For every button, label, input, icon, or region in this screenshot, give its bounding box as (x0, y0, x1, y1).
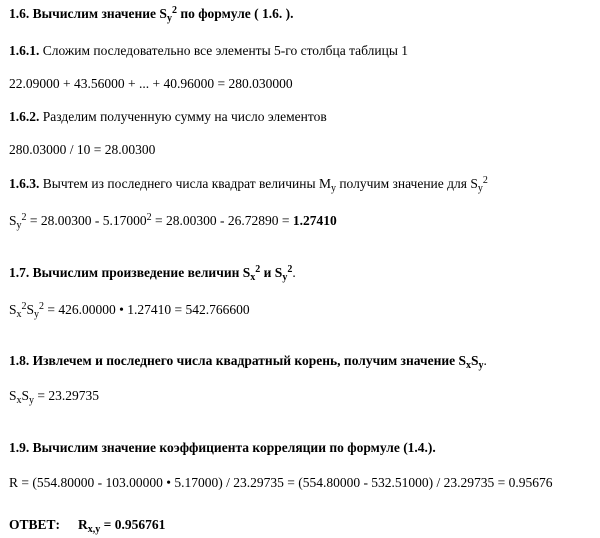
section-1-7-heading: 1.7. Вычислим произведение величин $S_x^2$ и $S_y^2$. (9, 264, 296, 283)
section-1-8-heading: 1.8. Извлечем и последнего числа квадратный корень, получим значение $S_xS_y$. (9, 353, 487, 371)
answer-value: = 0.956761 (100, 517, 166, 532)
section-1-6-3-calc: $S_y^2 = 28.00300 - 5.17000^2 = 28.00300 - 26.72890 = 1.27410$ (9, 212, 337, 231)
section-1-6-3-text: 1.6.3. Вычтем из последнего числа квадрат величины $M_y$ получим значение для $S_y^2$ (9, 175, 488, 194)
section-1-7-calc: $S_x^2S_y^2 = 426.00000$ • 1.27410 = 542.766600 (9, 301, 250, 320)
section-1-6-heading: 1.6. Вычислим значение $S_y^2$ по формуле ( 1.6. ). (9, 5, 294, 24)
section-1-9-calc: R = (554.80000 - 103.00000 • 5.17000) / 23.29735 = (554.80000 - 532.51000) / 23.29735 = 0.95676 (9, 475, 553, 490)
section-1-6-1-text: 1.6.1. Сложим последовательно все элементы 5-го столбца таблицы 1 (9, 43, 409, 58)
section-1-6-3-result: 1.27410 (292, 213, 337, 228)
section-1-8-calc: $S_xS_y = 23.29735$ (9, 388, 100, 406)
section-1-9-heading: 1.9. Вычислим значение коэффициента корреляции по формуле (1.4.). (9, 440, 436, 455)
answer-label: ОТВЕТ: (9, 517, 61, 532)
section-1-6-1-calc: 22.09000 + 43.56000 + ... + 40.96000 = 280.030000 (9, 76, 293, 91)
section-1-6-2-calc: 280.03000 / 10 = 28.00300 (9, 142, 156, 157)
answer-line: ОТВЕТ: $R_{x,y} = 0.956761$ (9, 517, 166, 535)
section-1-6-2-text: 1.6.2. Разделим полученную сумму на число элементов (9, 109, 327, 124)
